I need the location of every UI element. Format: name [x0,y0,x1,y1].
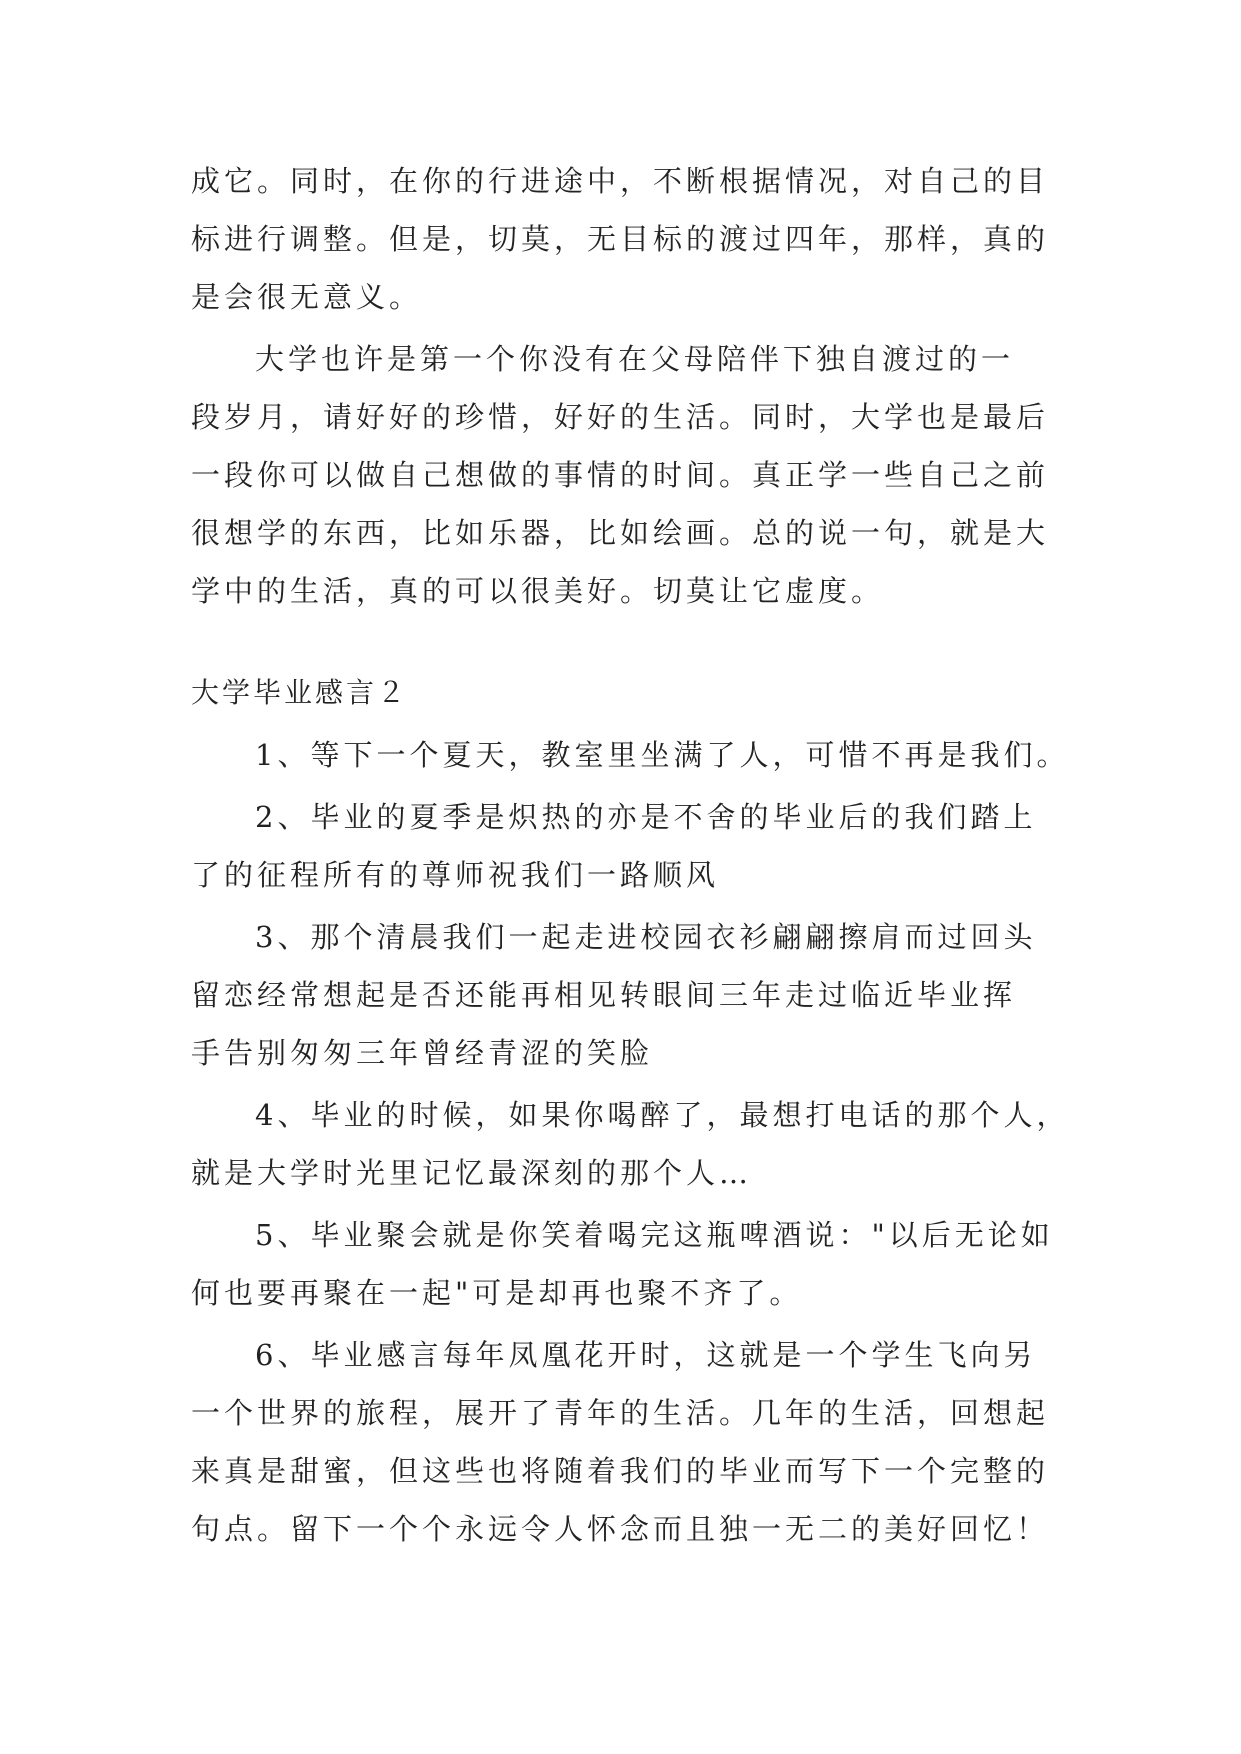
list-item-line: 就是大学时光里记忆最深刻的那个人… [191,1156,753,1190]
list-item [191,1326,1051,1558]
list-item-line: 2、毕业的夏季是炽热的亦是不舍的毕业后的我们踏上 [255,800,1037,834]
list-item-line: 何也要再聚在一起"可是却再也聚不齐了。 [191,1276,803,1310]
list-item-line: 留恋经常想起是否还能再相见转眼间三年走过临近毕业挥 [191,978,1017,1012]
list-item-line: 手告别匆匆三年曾经青涩的笑脸 [191,1036,654,1070]
list-item-line: 5、毕业聚会就是你笑着喝完这瓶啤酒说："以后无论如 [255,1218,1054,1252]
paragraph-line: 成它。同时，在你的行进途中，不断根据情况，对自己的目 [191,164,1050,198]
list-item-line: 3、那个清晨我们一起走进校园衣衫翩翩擦肩而过回头 [255,920,1037,954]
list-item-line: 6、毕业感言每年凤凰花开时，这就是一个学生飞向另 [255,1338,1037,1372]
list-item [191,908,1051,1082]
list-item-line: 一个世界的旅程，展开了青年的生活。几年的生活，回想起 [191,1396,1050,1430]
paragraph-continuation [191,152,1051,326]
document-body [191,152,1070,1558]
list-item [191,726,1070,784]
list-item-line: 来真是甜蜜，但这些也将随着我们的毕业而写下一个完整的 [191,1454,1050,1488]
paragraph-line: 很想学的东西，比如乐器，比如绘画。总的说一句，就是大 [191,516,1050,550]
list-item-line: 1、等下一个夏天，教室里坐满了人，可惜不再是我们。 [255,738,1070,772]
list-item-line: 4、毕业的时候，如果你喝醉了，最想打电话的那个人， [255,1098,1070,1132]
list-item-line: 了的征程所有的尊师祝我们一路顺风 [191,858,720,892]
paragraph-line: 段岁月，请好好的珍惜，好好的生活。同时，大学也是最后 [191,400,1050,434]
paragraph-line: 一段你可以做自己想做的事情的时间。真正学一些自己之前 [191,458,1050,492]
list-item [191,788,1051,904]
list-item [191,1086,1070,1202]
paragraph-line: 是会很无意义。 [191,280,423,314]
paragraph-line: 学中的生活，真的可以很美好。切莫让它虚度。 [191,574,885,608]
list-item-line: 句点。留下一个个永远令人怀念而且独一无二的美好回忆！ [191,1512,1050,1546]
paragraph [191,330,1051,620]
paragraph-line: 大学也许是第一个你没有在父母陪伴下独自渡过的一 [255,342,1015,376]
section-heading: 大学毕业感言２ [191,676,409,709]
list-item [191,1206,1054,1322]
paragraph-line: 标进行调整。但是，切莫，无目标的渡过四年，那样，真的 [191,222,1050,256]
